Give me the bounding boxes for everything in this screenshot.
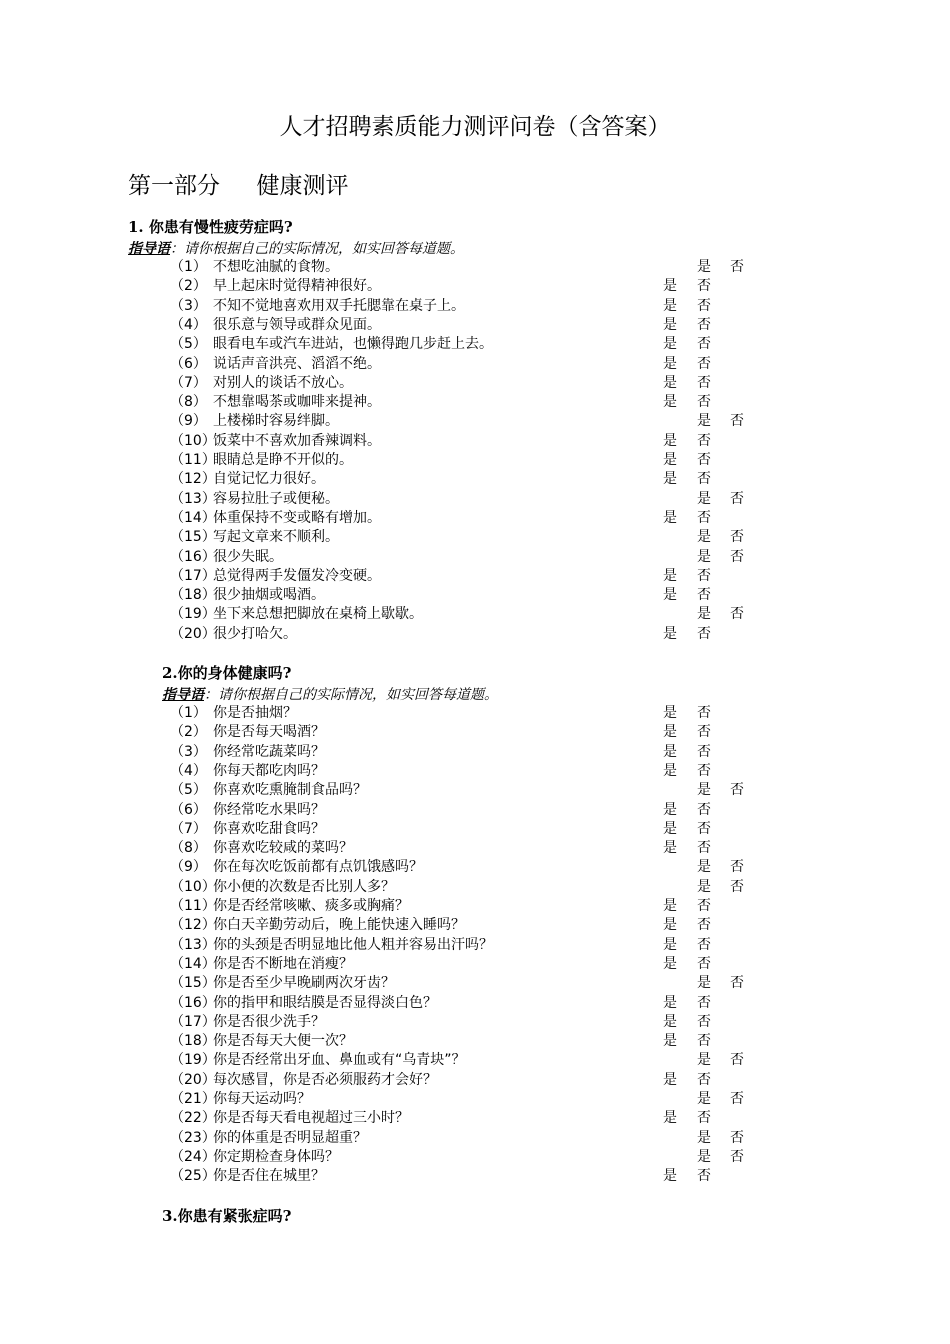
question-number: （9） <box>170 413 207 430</box>
question-text: 说话声音洪亮、滔滔不绝。 <box>213 355 381 372</box>
no-option: 否 <box>697 743 711 760</box>
question-text: 写起文章来不顺利。 <box>213 529 339 546</box>
yes-option: 是 <box>663 278 677 295</box>
no-option: 否 <box>697 336 711 353</box>
yes-option: 是 <box>697 975 711 992</box>
question-number: （1） <box>170 259 207 275</box>
question-row <box>0 895 950 914</box>
question-row <box>0 372 950 391</box>
question-text: 你在每次吃饭前都有点饥饿感吗？ <box>213 859 423 876</box>
question-row <box>0 584 950 603</box>
question-number: （24） <box>170 1148 216 1165</box>
question-text: 你每天运动吗？ <box>213 1091 311 1107</box>
no-option: 否 <box>730 1148 744 1165</box>
question-row <box>0 410 950 429</box>
question-number: （14） <box>170 509 216 526</box>
question-text: 不知不觉地喜欢用双手托腮靠在桌子上。 <box>213 297 465 314</box>
no-option: 否 <box>697 278 711 295</box>
yes-option: 是 <box>663 471 677 488</box>
question-text: 饭菜中不喜欢加香辣调料。 <box>213 432 381 449</box>
guide-text: ：请你根据自己的实际情况，如实回答每道题。 <box>204 687 498 703</box>
yes-option: 是 <box>663 724 677 741</box>
no-option: 否 <box>730 606 744 623</box>
question-row <box>0 1011 950 1030</box>
no-option: 否 <box>697 762 711 779</box>
question-number: （3） <box>170 743 207 760</box>
question-number: （19） <box>170 606 216 623</box>
question-number: （10） <box>170 878 216 895</box>
no-option: 否 <box>730 1129 744 1146</box>
question-row <box>0 353 950 372</box>
no-option: 否 <box>697 936 711 953</box>
no-option: 否 <box>730 490 744 507</box>
no-option: 否 <box>697 955 711 972</box>
question-number: （6） <box>170 801 207 818</box>
yes-option: 是 <box>663 801 677 818</box>
question-number: （9） <box>170 859 207 876</box>
no-option: 否 <box>730 259 744 275</box>
question-text: 对别人的谈话不放心。 <box>213 374 353 391</box>
question-row <box>0 256 950 275</box>
question-text: 你是否每天看电视超过三小时？ <box>213 1110 409 1127</box>
question-text: 体重保持不变或略有增加。 <box>213 509 381 526</box>
question-number: （18） <box>170 1033 216 1050</box>
question-number: （21） <box>170 1091 216 1107</box>
question-text: 你是否抽烟？ <box>213 705 297 721</box>
question-text: 上楼梯时容易绊脚。 <box>213 413 339 430</box>
question-text: 你是否住在城里？ <box>213 1168 325 1185</box>
question-text: 你白天辛勤劳动后，晚上能快速入睡吗？ <box>213 917 465 934</box>
no-option: 否 <box>697 724 711 741</box>
yes-option: 是 <box>697 1148 711 1165</box>
yes-option: 是 <box>663 898 677 914</box>
no-option: 否 <box>697 1033 711 1050</box>
no-option: 否 <box>697 297 711 314</box>
yes-option: 是 <box>663 567 677 584</box>
yes-option: 是 <box>663 336 677 353</box>
question-row <box>0 1107 950 1126</box>
yes-option: 是 <box>663 1168 677 1185</box>
question-text: 你的指甲和眼结膜是否显得淡白色？ <box>213 994 437 1011</box>
question-text: 很少抽烟或喝酒。 <box>213 587 325 604</box>
question-text: 容易拉肚子或便秘。 <box>213 490 339 507</box>
yes-option: 是 <box>697 548 711 565</box>
yes-option: 是 <box>663 994 677 1011</box>
question-row <box>0 779 950 798</box>
question-text: 你的头颈是否明显地比他人粗并容易出汗吗？ <box>213 936 493 953</box>
question-number: （19） <box>170 1052 216 1069</box>
question-row <box>0 934 950 953</box>
question-row <box>0 856 950 875</box>
question-text: 你的体重是否明显超重？ <box>213 1129 367 1146</box>
no-option: 否 <box>697 994 711 1011</box>
yes-option: 是 <box>663 374 677 391</box>
yes-option: 是 <box>697 782 711 799</box>
question-number: （15） <box>170 975 216 992</box>
question-row <box>0 1069 950 1088</box>
no-option: 否 <box>697 432 711 449</box>
question-text: 你是否经常出牙血、鼻血或有“乌青块”？ <box>213 1052 466 1069</box>
question-text: 总觉得两手发僵发冷变硬。 <box>213 567 381 584</box>
question-text: 不想吃油腻的食物。 <box>213 259 339 275</box>
yes-option: 是 <box>697 1129 711 1146</box>
yes-option: 是 <box>663 840 677 857</box>
question-row <box>0 603 950 622</box>
question-number: （13） <box>170 936 216 953</box>
question-text: 很少失眠。 <box>213 548 283 565</box>
question-row <box>0 1146 950 1165</box>
question-number: （22） <box>170 1110 216 1127</box>
question-number: （17） <box>170 1013 216 1030</box>
guide-label: 指导语 <box>162 687 204 703</box>
yes-option: 是 <box>663 705 677 721</box>
question-number: （18） <box>170 587 216 604</box>
question-row <box>0 721 950 740</box>
question-row <box>0 972 950 991</box>
question-text: 你小便的次数是否比别人多？ <box>213 878 395 895</box>
yes-option: 是 <box>697 1052 711 1069</box>
question-row <box>0 702 950 721</box>
question-number: （2） <box>170 278 207 295</box>
question-text: 不想靠喝茶或咖啡来提神。 <box>213 394 381 411</box>
yes-option: 是 <box>697 859 711 876</box>
question-text: 你喜欢吃熏腌制食品吗？ <box>213 782 367 799</box>
section-1-guide <box>128 238 464 258</box>
no-option: 否 <box>697 898 711 914</box>
yes-option: 是 <box>663 762 677 779</box>
question-row <box>0 914 950 933</box>
no-option: 否 <box>730 548 744 565</box>
yes-option: 是 <box>663 625 677 642</box>
guide-label: 指导语 <box>128 241 170 257</box>
no-option: 否 <box>697 625 711 642</box>
no-option: 否 <box>697 355 711 372</box>
no-option: 否 <box>730 413 744 430</box>
question-number: （15） <box>170 529 216 546</box>
no-option: 否 <box>697 1110 711 1127</box>
yes-option: 是 <box>663 1110 677 1127</box>
question-number: （16） <box>170 994 216 1011</box>
question-number: （1） <box>170 705 207 721</box>
question-row <box>0 488 950 507</box>
yes-option: 是 <box>697 878 711 895</box>
question-row <box>0 546 950 565</box>
question-number: （8） <box>170 840 207 857</box>
yes-option: 是 <box>663 936 677 953</box>
no-option: 否 <box>730 1091 744 1107</box>
question-row <box>0 818 950 837</box>
yes-option: 是 <box>663 394 677 411</box>
question-row <box>0 391 950 410</box>
question-number: （7） <box>170 820 207 837</box>
yes-option: 是 <box>663 743 677 760</box>
yes-option: 是 <box>663 820 677 837</box>
yes-option: 是 <box>697 1091 711 1107</box>
yes-option: 是 <box>697 606 711 623</box>
question-row <box>0 333 950 352</box>
yes-option: 是 <box>663 587 677 604</box>
no-option: 否 <box>697 452 711 468</box>
question-number: （11） <box>170 898 216 914</box>
yes-option: 是 <box>663 1013 677 1030</box>
question-number: （4） <box>170 762 207 779</box>
yes-option: 是 <box>697 490 711 507</box>
question-row <box>0 314 950 333</box>
question-row <box>0 1088 950 1107</box>
no-option: 否 <box>697 705 711 721</box>
no-option: 否 <box>730 975 744 992</box>
yes-option: 是 <box>663 917 677 934</box>
question-number: （5） <box>170 336 207 353</box>
question-number: （6） <box>170 355 207 372</box>
question-text: 眼看电车或汽车进站，也懒得跑几步赶上去。 <box>213 336 493 353</box>
question-number: （20） <box>170 625 216 642</box>
question-text: 每次感冒，你是否必须服药才会好？ <box>213 1071 437 1088</box>
no-option: 否 <box>730 1052 744 1069</box>
yes-option: 是 <box>697 259 711 275</box>
question-text: 很少打哈欠。 <box>213 625 297 642</box>
yes-option: 是 <box>663 509 677 526</box>
question-text: 你喜欢吃甜食吗？ <box>213 820 325 837</box>
question-row <box>0 1127 950 1146</box>
section-2-guide <box>162 684 498 704</box>
question-row <box>0 468 950 487</box>
yes-option: 是 <box>663 452 677 468</box>
question-number: （14） <box>170 955 216 972</box>
no-option: 否 <box>697 587 711 604</box>
question-number: （4） <box>170 316 207 333</box>
question-row <box>0 275 950 294</box>
section-1-title: 1. 你患有慢性疲劳症吗? <box>128 218 293 236</box>
yes-option: 是 <box>697 413 711 430</box>
yes-option: 是 <box>697 529 711 546</box>
no-option: 否 <box>697 316 711 333</box>
question-row <box>0 1165 950 1184</box>
no-option: 否 <box>730 782 744 799</box>
no-option: 否 <box>697 917 711 934</box>
question-number: （12） <box>170 471 216 488</box>
question-text: 你是否每天大便一次？ <box>213 1033 353 1050</box>
yes-option: 是 <box>663 1033 677 1050</box>
yes-option: 是 <box>663 955 677 972</box>
question-number: （10） <box>170 432 216 449</box>
section-3-title: 3.你患有紧张症吗? <box>162 1207 292 1225</box>
question-number: （13） <box>170 490 216 507</box>
question-text: 自觉记忆力很好。 <box>213 471 325 488</box>
question-row <box>0 507 950 526</box>
question-number: （16） <box>170 548 216 565</box>
question-number: （17） <box>170 567 216 584</box>
question-row <box>0 760 950 779</box>
question-text: 很乐意与领导或群众见面。 <box>213 316 381 333</box>
question-text: 你经常吃蔬菜吗？ <box>213 743 325 760</box>
no-option: 否 <box>697 1013 711 1030</box>
yes-option: 是 <box>663 316 677 333</box>
question-row <box>0 295 950 314</box>
no-option: 否 <box>730 529 744 546</box>
question-text: 早上起床时觉得精神很好。 <box>213 278 381 295</box>
question-text: 你定期检查身体吗？ <box>213 1148 339 1165</box>
question-row <box>0 1049 950 1068</box>
no-option: 否 <box>697 840 711 857</box>
question-row <box>0 430 950 449</box>
question-row <box>0 799 950 818</box>
yes-option: 是 <box>663 297 677 314</box>
no-option: 否 <box>697 567 711 584</box>
no-option: 否 <box>697 471 711 488</box>
no-option: 否 <box>697 374 711 391</box>
yes-option: 是 <box>663 432 677 449</box>
question-text: 你是否每天喝酒？ <box>213 724 325 741</box>
no-option: 否 <box>730 859 744 876</box>
question-row <box>0 837 950 856</box>
question-number: （7） <box>170 374 207 391</box>
no-option: 否 <box>697 394 711 411</box>
question-text: 你是否经常咳嗽、痰多或胸痛？ <box>213 898 409 914</box>
document-title: 人才招聘素质能力测评问卷（含答案） <box>279 114 671 140</box>
question-number: （23） <box>170 1129 216 1146</box>
question-number: （5） <box>170 782 207 799</box>
question-text: 你喜欢吃较咸的菜吗？ <box>213 840 353 857</box>
no-option: 否 <box>697 509 711 526</box>
question-row <box>0 565 950 584</box>
question-row <box>0 953 950 972</box>
no-option: 否 <box>730 878 744 895</box>
question-number: （11） <box>170 452 216 468</box>
question-row <box>0 992 950 1011</box>
question-text: 你是否至少早晚刷两次牙齿？ <box>213 975 395 992</box>
question-row <box>0 741 950 760</box>
yes-option: 是 <box>663 1071 677 1088</box>
guide-text: ：请你根据自己的实际情况，如实回答每道题。 <box>170 241 464 257</box>
no-option: 否 <box>697 820 711 837</box>
question-text: 你经常吃水果吗？ <box>213 801 325 818</box>
question-text: 你每天都吃肉吗？ <box>213 762 325 779</box>
no-option: 否 <box>697 1168 711 1185</box>
question-number: （2） <box>170 724 207 741</box>
question-row <box>0 1030 950 1049</box>
question-text: 眼睛总是睁不开似的。 <box>213 452 353 468</box>
part-heading: 第一部分 健康测评 <box>128 173 349 199</box>
question-text: 你是否很少洗手？ <box>213 1013 325 1030</box>
question-number: （8） <box>170 394 207 411</box>
section-2-title: 2.你的身体健康吗? <box>162 664 292 682</box>
yes-option: 是 <box>663 355 677 372</box>
question-text: 坐下来总想把脚放在桌椅上歇歇。 <box>213 606 423 623</box>
no-option: 否 <box>697 801 711 818</box>
question-row <box>0 449 950 468</box>
question-number: （3） <box>170 297 207 314</box>
question-text: 你是否不断地在消瘦？ <box>213 955 353 972</box>
question-row <box>0 876 950 895</box>
no-option: 否 <box>697 1071 711 1088</box>
question-number: （25） <box>170 1168 216 1185</box>
question-row <box>0 526 950 545</box>
question-row <box>0 623 950 642</box>
question-number: （12） <box>170 917 216 934</box>
question-number: （20） <box>170 1071 216 1088</box>
